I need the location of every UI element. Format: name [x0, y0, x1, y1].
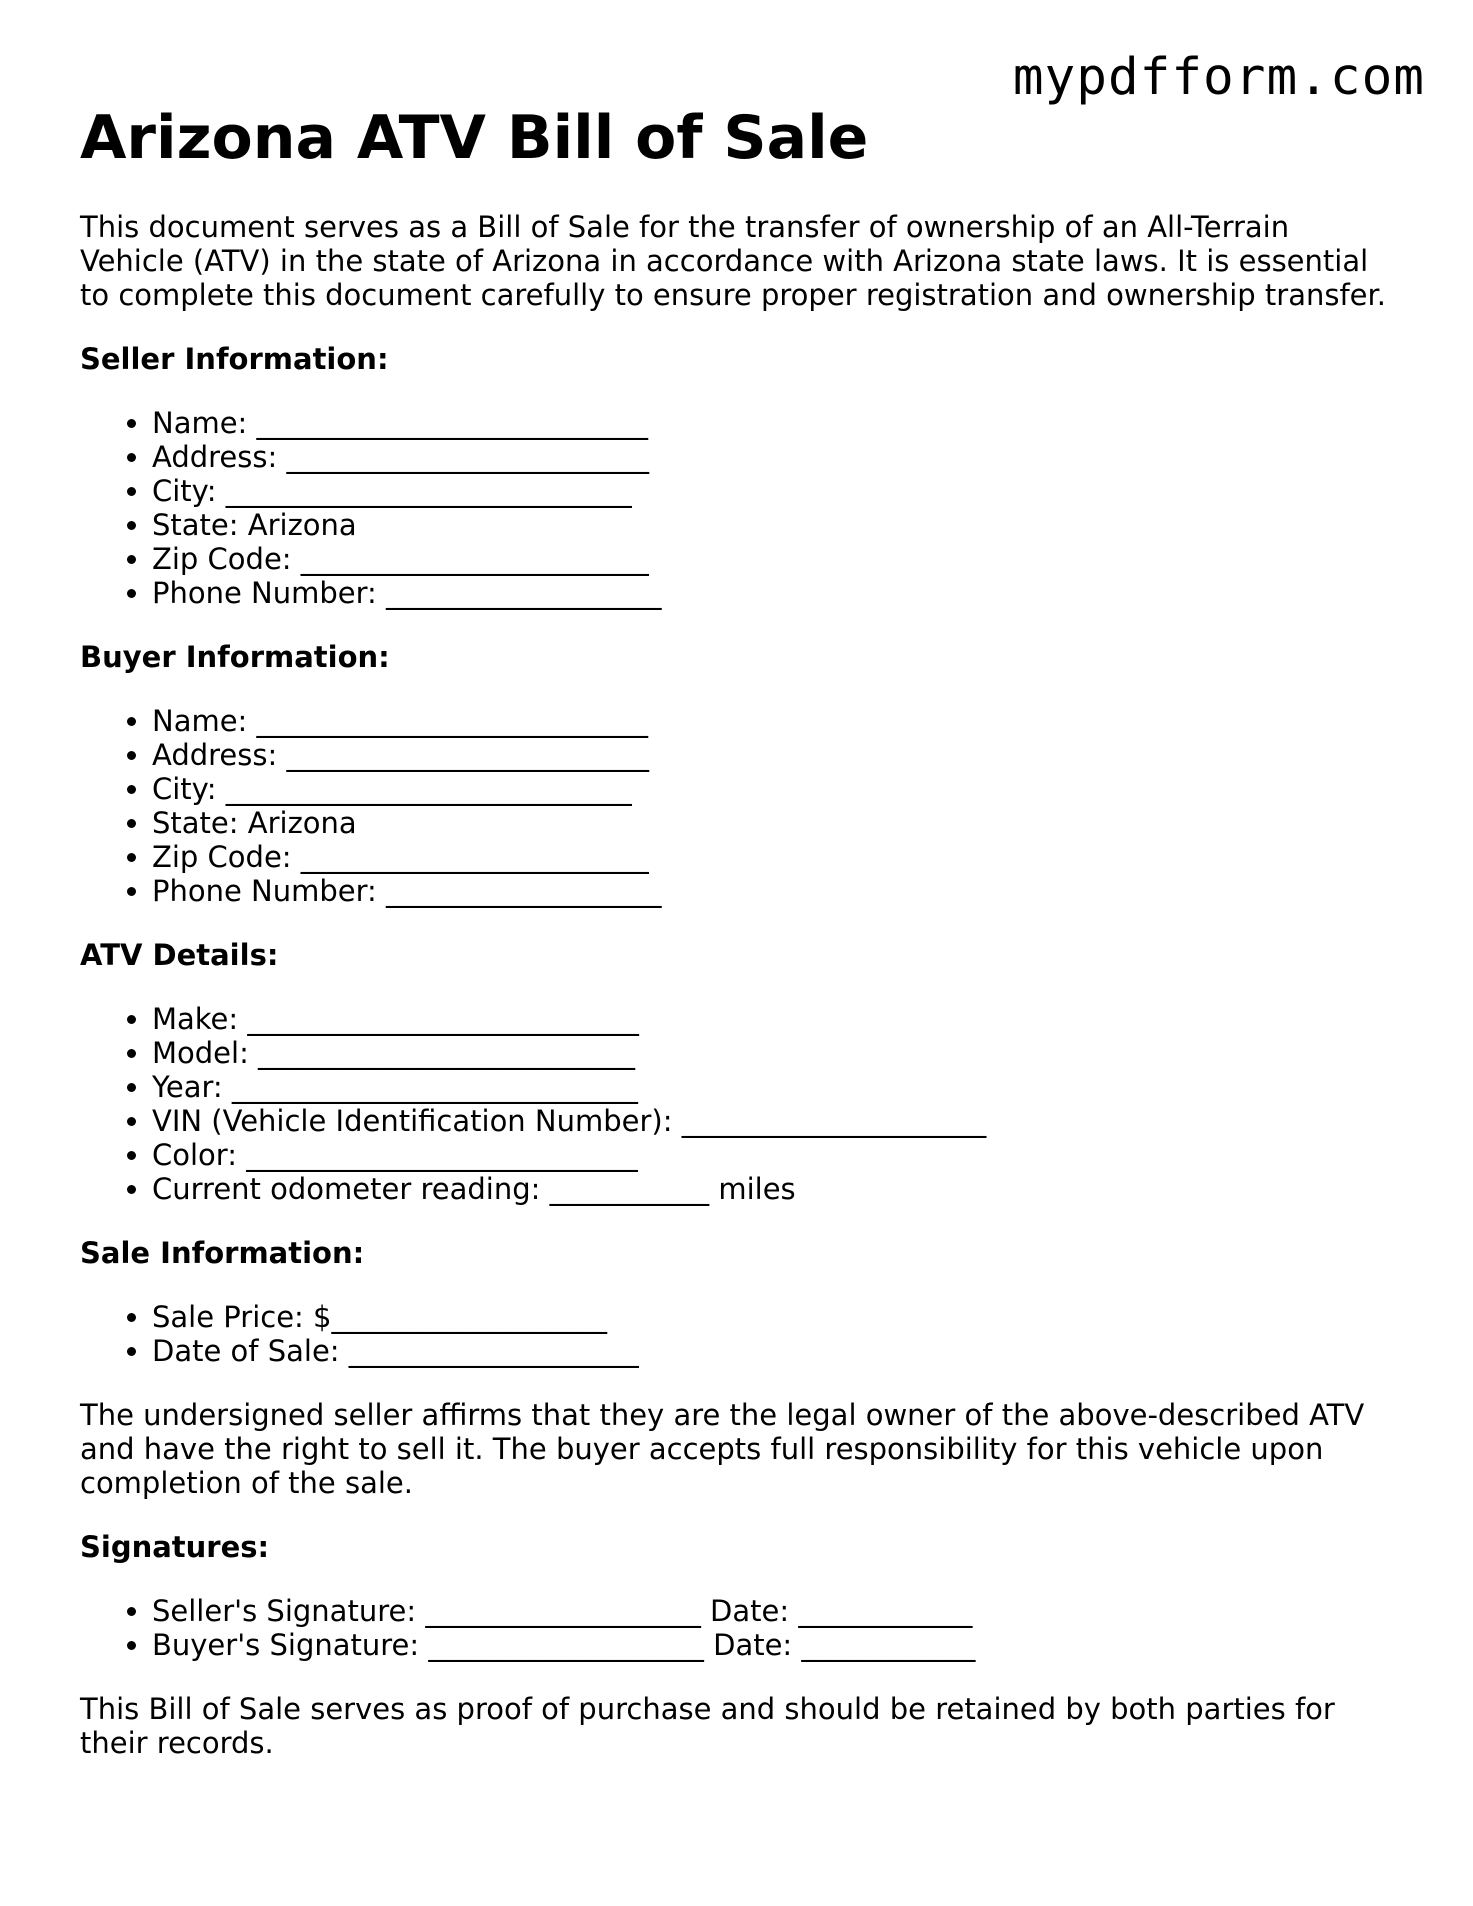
atv-vin-field: • VIN (Vehicle Identification Number): _____________________ — [152, 1104, 1400, 1138]
document-body — [80, 100, 1400, 1760]
buyer-zip-field: • Zip Code: ________________________ — [152, 840, 1400, 874]
sale-date-field: • Date of Sale: ____________________ — [152, 1334, 1400, 1368]
atv-make-field: • Make: ___________________________ — [152, 1002, 1400, 1036]
buyer-phone-field: • Phone Number: ___________________ — [152, 874, 1400, 908]
seller-address-field: • Address: _________________________ — [152, 440, 1400, 474]
signatures-heading: Signatures: — [80, 1530, 270, 1564]
document-title: Arizona ATV Bill of Sale — [80, 103, 869, 173]
closing-paragraph: This Bill of Sale serves as proof of purchase and should be retained by both parties for their records. — [80, 1692, 1335, 1760]
seller-phone-field: • Phone Number: ___________________ — [152, 576, 1400, 610]
buyer-state-field: • State: Arizona — [152, 806, 1400, 840]
intro-paragraph: This document serves as a Bill of Sale for the transfer of ownership of an All-Terrain Vehicle (ATV) in the state of Arizona in accordance with Arizona state laws. It is essential to complete this document carefully to ensure proper registration and ownership transfer. — [80, 210, 1386, 312]
buyer-signature-field: • Buyer's Signature: ___________________ Date: ____________ — [152, 1628, 1400, 1662]
buyer-address-field: • Address: _________________________ — [152, 738, 1400, 772]
seller-signature-field: • Seller's Signature: ___________________ Date: ____________ — [152, 1594, 1400, 1628]
buyer-fields — [80, 704, 1400, 908]
atv-fields — [80, 1002, 1400, 1206]
seller-fields — [80, 406, 1400, 610]
seller-city-field: • City: ____________________________ — [152, 474, 1400, 508]
atv-odometer-field: • Current odometer reading: ___________ miles — [152, 1172, 1400, 1206]
seller-zip-field: • Zip Code: ________________________ — [152, 542, 1400, 576]
seller-heading: Seller Information: — [80, 342, 389, 376]
atv-year-field: • Year: ____________________________ — [152, 1070, 1400, 1104]
affirmation-paragraph: The undersigned seller affirms that they are the legal owner of the above-described ATV and have the right to sell it. The buyer accepts full responsibility for this vehicle upon completion of the sale. — [80, 1398, 1365, 1500]
seller-name-field: • Name: ___________________________ — [152, 406, 1400, 440]
buyer-city-field: • City: ____________________________ — [152, 772, 1400, 806]
atv-model-field: • Model: __________________________ — [152, 1036, 1400, 1070]
seller-state-field: • State: Arizona — [152, 508, 1400, 542]
buyer-heading: Buyer Information: — [80, 640, 390, 674]
atv-details-heading: ATV Details: — [80, 938, 279, 972]
sale-info-heading: Sale Information: — [80, 1236, 365, 1270]
buyer-name-field: • Name: ___________________________ — [152, 704, 1400, 738]
sale-fields — [80, 1300, 1400, 1368]
watermark: mypdfform.com — [1012, 48, 1425, 107]
sale-price-field: • Sale Price: $___________________ — [152, 1300, 1400, 1334]
atv-color-field: • Color: ___________________________ — [152, 1138, 1400, 1172]
signature-fields — [80, 1594, 1400, 1662]
